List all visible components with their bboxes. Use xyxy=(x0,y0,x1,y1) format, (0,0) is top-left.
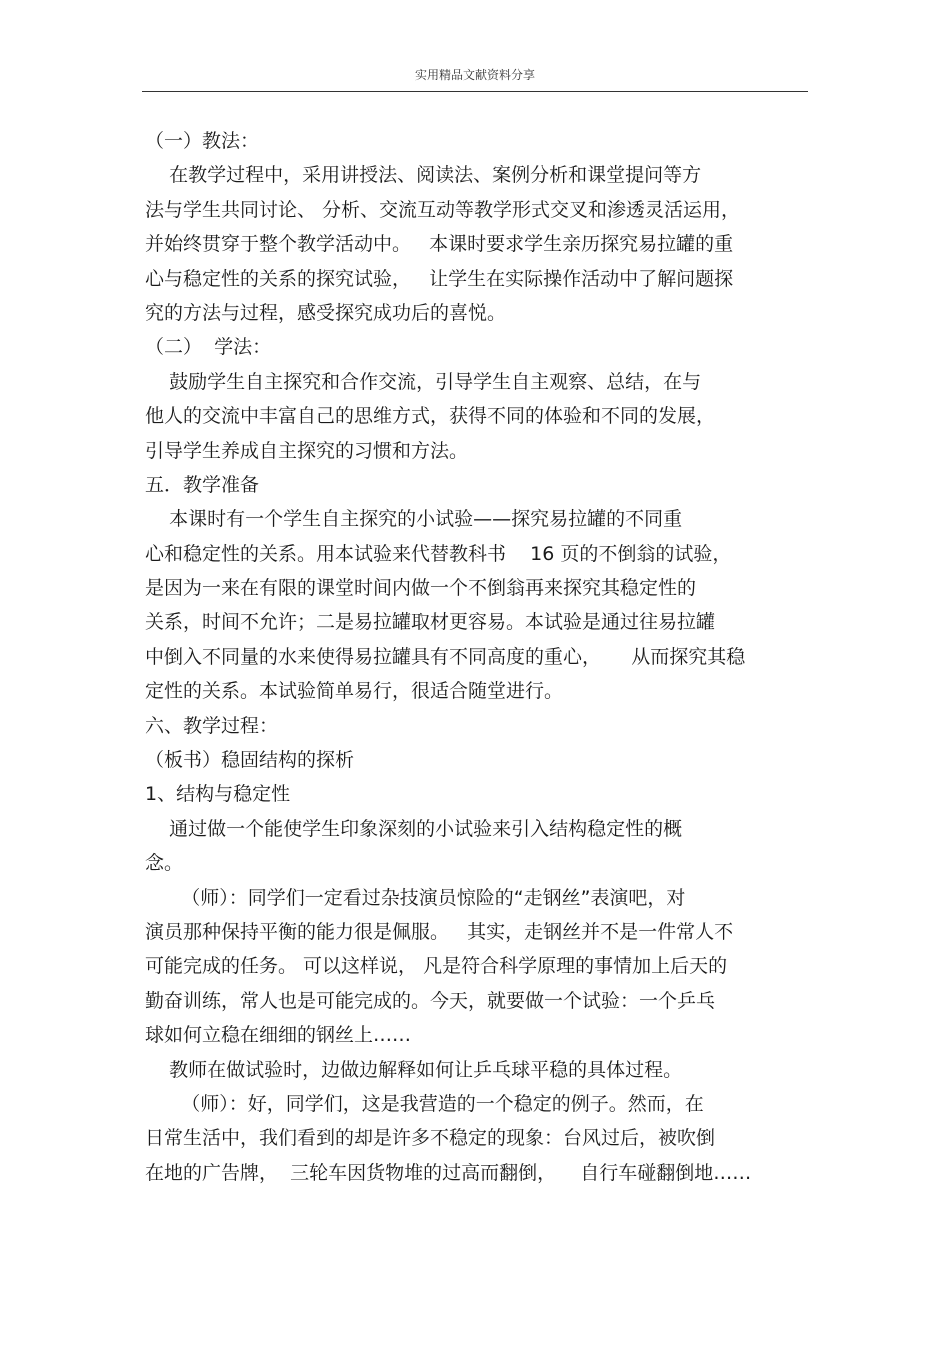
paragraph-line: （师）：好，同学们，这是我营造的一个稳定的例子。然而，在 xyxy=(145,1092,704,1115)
paragraph-line: 鼓励学生自主探究和合作交流，引导学生自主观察、总结，在与 xyxy=(145,370,702,393)
paragraph-line: 中倒入不同量的水来使得易拉罐具有不同高度的重心， 从而探究其稳 xyxy=(145,645,746,668)
document-body xyxy=(145,124,805,1190)
paragraph-line: 关系，时间不允许；二是易拉罐取材更容易。本试验是通过往易拉罐 xyxy=(145,611,716,634)
paragraph-line: 心和稳定性的关系。用本试验来代替教科书 16 页的不倒翁的试验， xyxy=(145,542,732,565)
paragraph-line: 定性的关系。本试验简单易行，很适合随堂进行。 xyxy=(145,680,564,703)
paragraph-line: 他人的交流中丰富自己的思维方式，获得不同的体验和不同的发展， xyxy=(145,405,716,428)
paragraph-line: 可能完成的任务。 可以这样说， 凡是符合科学原理的事情加上后天的 xyxy=(145,955,728,978)
header-divider xyxy=(142,91,808,92)
paragraph-line: 法与学生共同讨论、 分析、交流互动等教学形式交叉和渗透灵活运用， xyxy=(145,198,741,221)
board-title: （板书）稳固结构的探析 xyxy=(145,749,355,772)
paragraph-line: 念。 xyxy=(145,852,184,875)
paragraph-line: 心与稳定性的关系的探究试验， 让学生在实际操作活动中了解问题探 xyxy=(145,267,734,290)
paragraph-line: 球如何立稳在细细的钢丝上…… xyxy=(145,1024,412,1047)
section-heading-learning-method: （二） 学法： xyxy=(145,336,272,359)
paragraph-line: 通过做一个能使学生印象深刻的小试验来引入结构稳定性的概 xyxy=(145,817,683,840)
paragraph-line: 日常生活中，我们看到的却是许多不稳定的现象：台风过后，被吹倒 xyxy=(145,1127,716,1150)
section-heading-preparation: 五．教学准备 xyxy=(145,473,260,496)
page-header: 实用精品文献资料分享 xyxy=(414,68,535,82)
paragraph-line: 在教学过程中，采用讲授法、阅读法、案例分析和课堂提问等方 xyxy=(145,164,702,187)
section-heading-process: 六、教学过程： xyxy=(145,714,279,737)
paragraph-line: 在地的广告牌， 三轮车因货物堆的过高而翻倒， 自行车碰翻倒地…… xyxy=(145,1161,752,1184)
paragraph-line: 是因为一来在有限的课堂时间内做一个不倒翁再来探究其稳定性的 xyxy=(145,577,697,600)
paragraph-line: （师）：同学们一定看过杂技演员惊险的“走钢丝”表演吧，对 xyxy=(145,886,686,909)
paragraph-line: 教师在做试验时，边做边解释如何让乒乓球平稳的具体过程。 xyxy=(145,1058,683,1081)
paragraph-line: 究的方法与过程，感受探究成功后的喜悦。 xyxy=(145,301,507,324)
paragraph-line: 本课时有一个学生自主探究的小试验——探究易拉罐的不同重 xyxy=(145,508,683,531)
paragraph-line: 演员那种保持平衡的能力很是佩服。 其实，走钢丝并不是一件常人不 xyxy=(145,920,734,943)
paragraph-line: 勤奋训练，常人也是可能完成的。今天，就要做一个试验：一个乒乓 xyxy=(145,989,716,1012)
section-heading-teaching-method: （一）教法： xyxy=(145,130,260,152)
subsection-heading: 1、结构与稳定性 xyxy=(145,783,291,806)
paragraph-line: 引导学生养成自主探究的习惯和方法。 xyxy=(145,439,469,462)
paragraph-line: 并始终贯穿于整个教学活动中。 本课时要求学生亲历探究易拉罐的重 xyxy=(145,233,734,256)
